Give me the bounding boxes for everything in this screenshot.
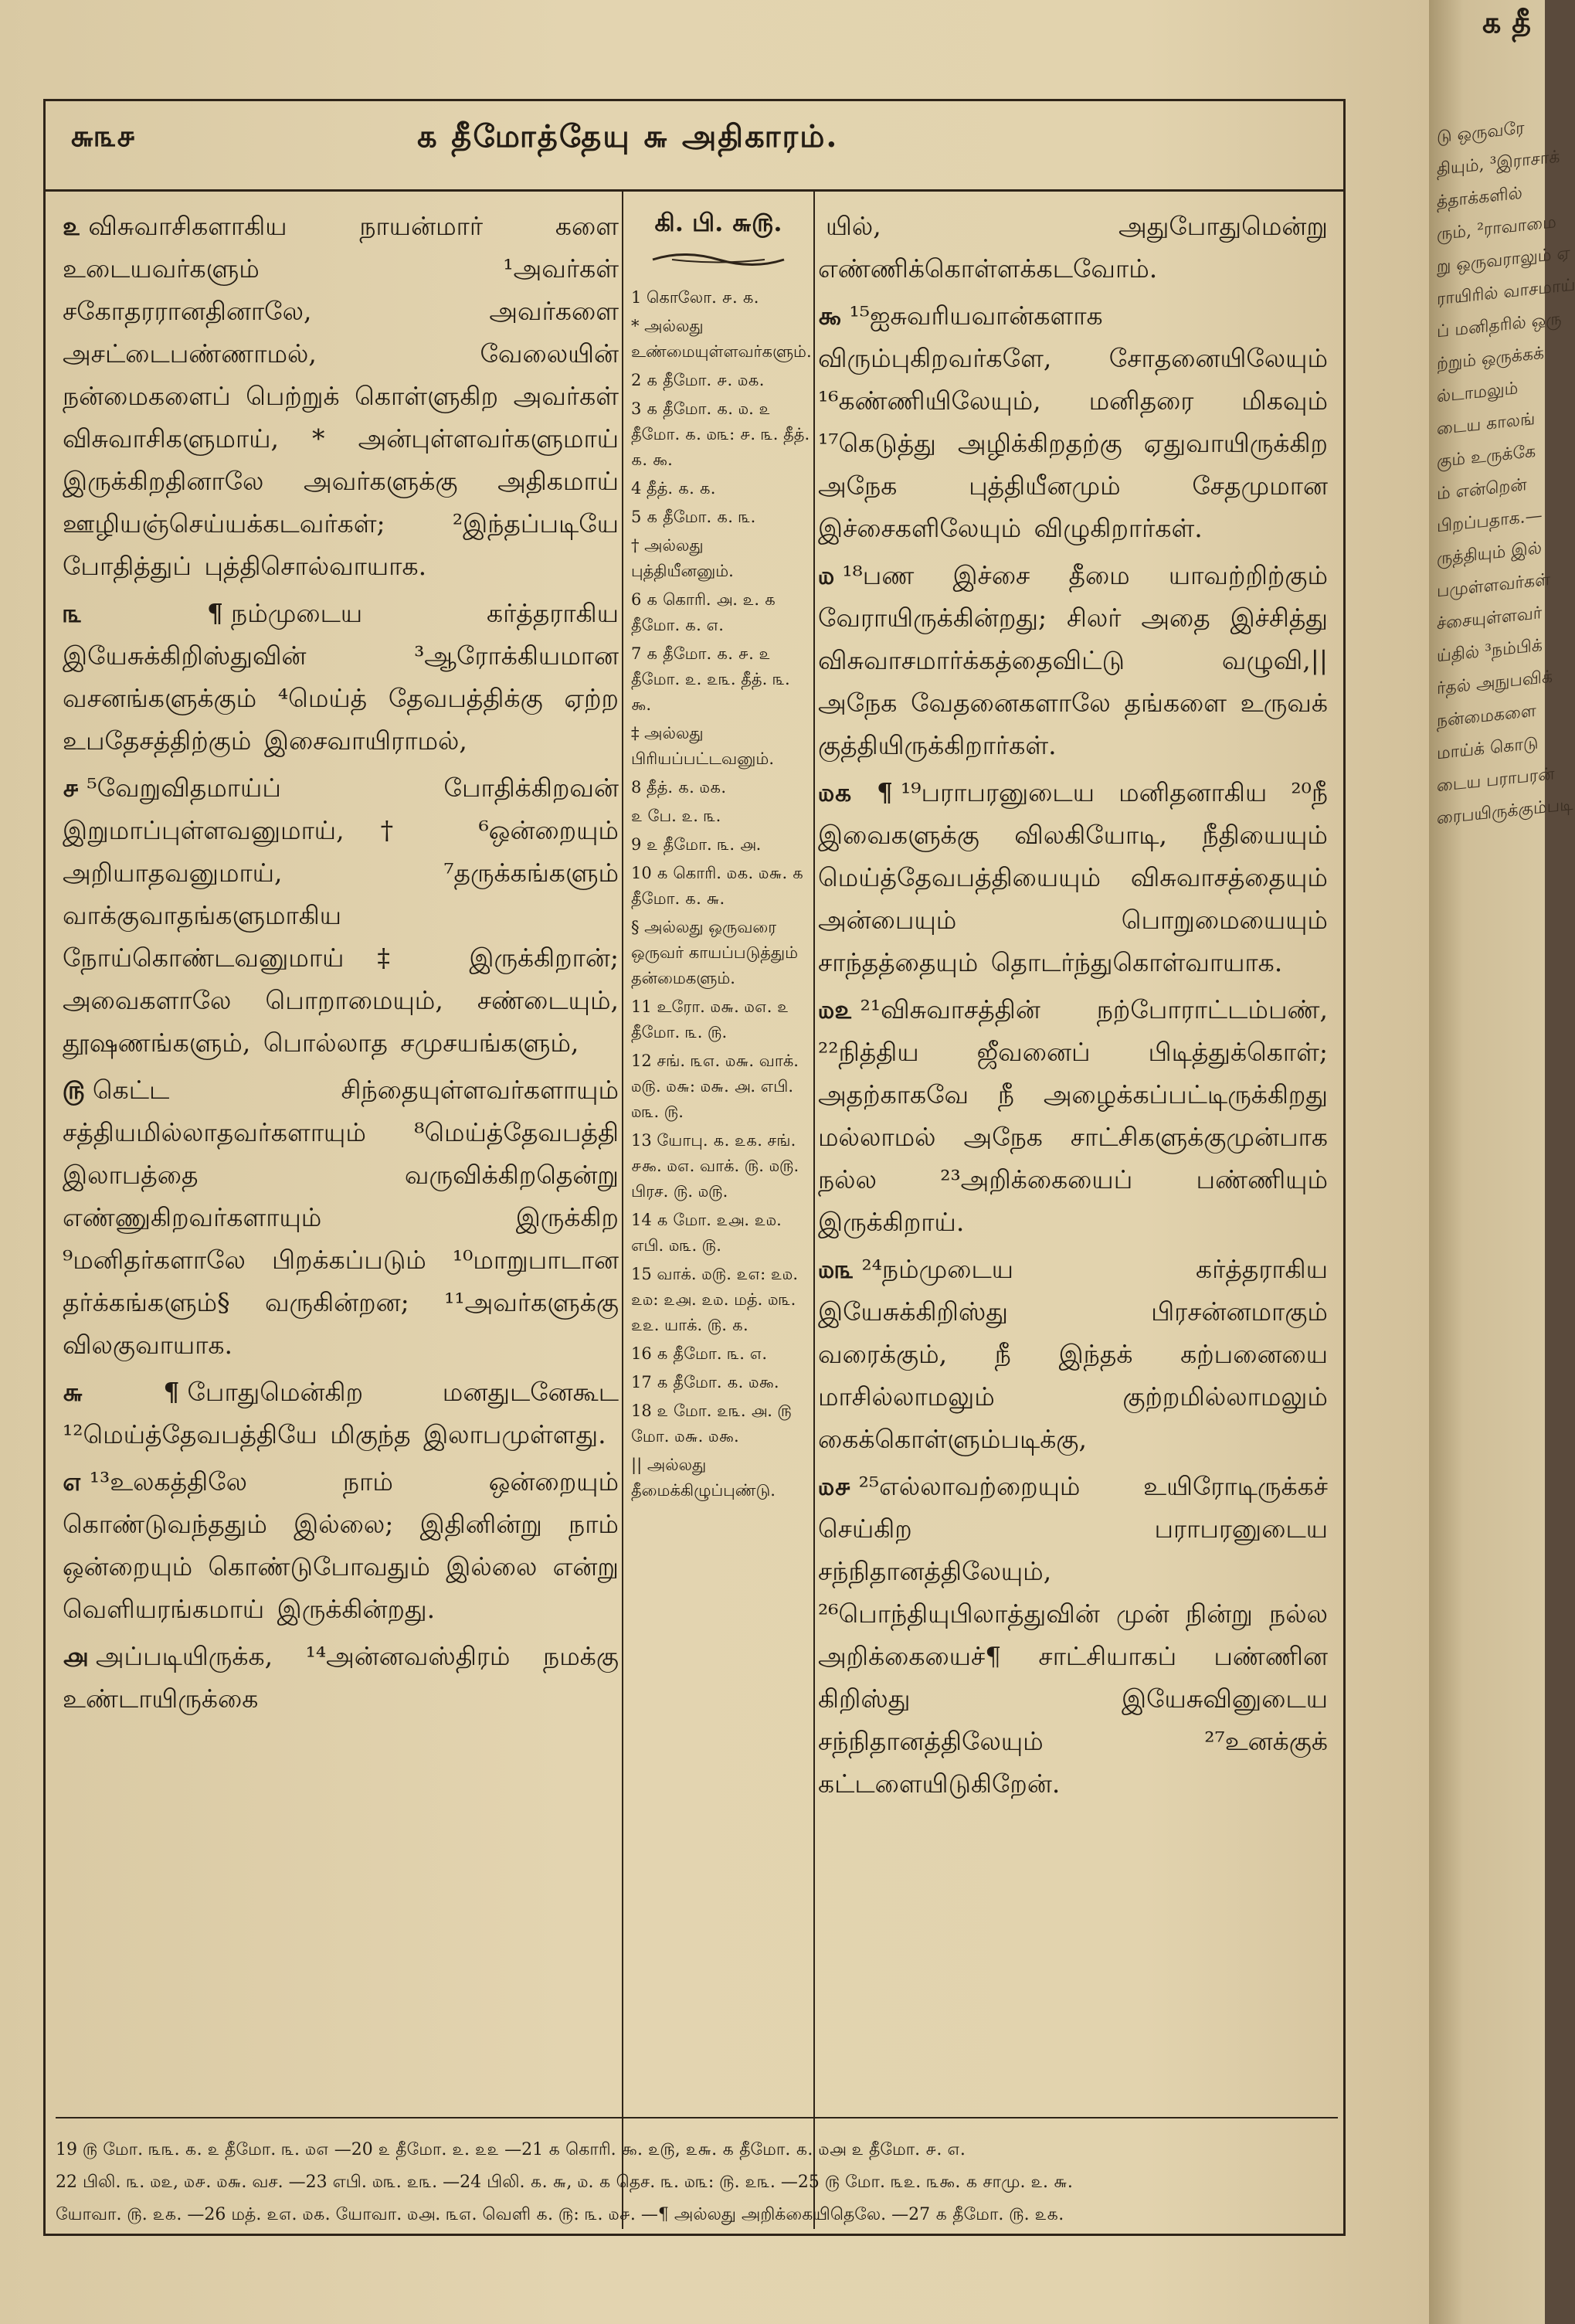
adjacent-page-line: ப் மனிதரில் ஒரு <box>1437 309 1562 342</box>
verse-number: ௰ <box>818 560 835 590</box>
cross-reference: 13 யோபு. ௧. ௨௧. சங். ௪௯. ௰௭. வாக். ௫. ௰௫. பிரச. ௫. ௰௫. <box>631 1131 799 1201</box>
adjacent-page-line: தியும், ³இராசாக் <box>1437 147 1560 180</box>
cross-reference: * அல்லது உண்மையுள்ளவர்களும். <box>631 317 812 361</box>
adjacent-page-line: ரைபயிருக்கும்படி <box>1437 794 1573 829</box>
verse-number: ௯ <box>818 301 842 331</box>
verse-text: ²⁵எல்லாவற்றையும் உயிரோடிருக்கச் செய்கிற பராபரனுடைய சந்நிதானத்திலேயும், ²⁶பொந்தியுபிலாத்துவின் முன் நின்று நல்ல அறிக்கையைச்¶ சாட்சியாகப் பண்ணின கிறிஸ்து இயேசுவினுடைய சந்நிதானத்திலேயும் ²⁷உனக்குக் கட்டளையிடுகிறேன். <box>818 1471 1328 1799</box>
adjacent-page-line: ருத்தியும் இல் <box>1437 539 1542 569</box>
verse <box>818 1465 1328 1805</box>
verse-number: ௰௨ <box>818 994 853 1024</box>
right-text-column <box>818 205 1328 1809</box>
cross-reference: ௨ பே. ௨. ௩. <box>631 807 721 825</box>
adjacent-page-line: ம் என்றென் <box>1437 475 1527 505</box>
cross-reference: 1 கொலோ. ௪. ௧. <box>631 288 759 307</box>
footnote-line: 22 பிலி. ௩. ௰௨, ௰௪. ௰௬. வச. —23 எபி. ௰௩. ௨௩. —24 பிலி. ௧. ௬, ௰. ௧ தெச. ௩. ௰௩: ௫. ௨௩. —25 ௫ மோ. ௩௨. ௩௯. ௧ சாமு. ௨. ௬. <box>56 2173 1073 2192</box>
cross-reference: 5 ௧ தீமோ. ௧. ௩. <box>631 508 756 526</box>
verse-number: ௩ ¶ <box>63 598 224 628</box>
verse-number: ௬ ¶ <box>63 1377 180 1407</box>
adjacent-page-line: கும் உருக்கே <box>1437 441 1536 472</box>
verse <box>818 554 1328 766</box>
adjacent-page-line: ராயிரில் வாசமாய் <box>1437 275 1575 310</box>
verse-number: ௮ <box>63 1641 88 1671</box>
verse-text: அப்படியிருக்க, ¹⁴அன்னவஸ்திரம் நமக்கு உண்டாயிருக்கை <box>63 1641 619 1714</box>
ornament-flourish-icon <box>649 248 788 271</box>
adjacent-page-line: ற்றும் ஒருக்கக் <box>1437 343 1545 375</box>
adjacent-page-line: ல்டாமலும் <box>1437 379 1519 407</box>
adjacent-page-line: ய்தில் ³நம்பிக் <box>1437 635 1543 667</box>
adjacent-page-line: டைய பராபரன் <box>1437 764 1555 797</box>
verse-number: ௫ <box>63 1075 85 1105</box>
verse-text: ²⁴நம்முடைய கர்த்தராகிய இயேசுக்கிறிஸ்து பிரசன்னமாகும் வரைக்கும், நீ இந்தக் கற்பனையை மாசில்லாமலும் குற்றமில்லாமலும் கைக்கொள்ளும்படிக்கு, <box>818 1254 1328 1454</box>
cross-reference: 17 ௧ தீமோ. ௧. ௰௯. <box>631 1373 779 1391</box>
verse <box>818 1248 1328 1460</box>
adjacent-page-line: நன்மைகளை <box>1437 701 1536 732</box>
verse <box>818 988 1328 1243</box>
adjacent-page-line: ர்தல் அநுபவிக் <box>1437 667 1553 699</box>
verse-text: ¹⁹பராபரனுடைய மனிதனாகிய ²⁰நீ இவைகளுக்கு விலகியோடி, நீதியையும் மெய்த்தேவபத்தியையும் விசுவாசத்தையும் அன்பையும் பொறுமையையும் சாந்தத்தையும் தொடர்ந்துகொள்வாயாக. <box>818 777 1328 977</box>
left-text-column <box>63 205 619 1724</box>
verse-number: ௨ <box>63 211 81 241</box>
cross-reference: 6 ௧ கொரி. ௮. ௨. ௧ தீமோ. ௧. ௭. <box>631 590 776 634</box>
cross-reference: 4 தீத். ௧. ௧. <box>631 479 716 498</box>
footnote-line: 19 ௫ மோ. ௩௩. ௧. ௨ தீமோ. ௩. ௰௭ —20 ௨ தீமோ. ௨. ௨௨ —21 ௧ கொரி. ௯. ௨௫, ௨௬. ௧ தீமோ. ௧. ௰௮ ௨ தீமோ. ௪. ௭. <box>56 2140 966 2159</box>
cross-reference: 15 வாக். ௰௫. ௨௭: ௨௰. ௨௰: ௨௮. ௨௰. மத். ௰௩. ௨௨. யாக். ௫. ௧. <box>631 1265 799 1334</box>
adjacent-page-line: பமுள்ளவர்கள் <box>1437 569 1550 602</box>
verse <box>63 592 619 762</box>
cross-reference-column <box>626 205 810 1507</box>
cross-reference: 10 ௧ கொரி. ௰௧. ௰௬. ௧ தீமோ. ௧. ௬. <box>631 864 804 908</box>
page-number: ௬௩௪ <box>70 118 136 153</box>
verse-number: ௭ <box>63 1466 82 1497</box>
verse-text: ¹⁸பண இச்சை தீமை யாவற்றிற்கும் வேராயிருக்கின்றது; சிலர் அதை இச்சித்து விசுவாசமார்க்கத்தைவிட்டு வழுவி,|| அநேக வேதனைகளாலே தங்களை உருவக் குத்தியிருக்கிறார்கள். <box>818 560 1328 760</box>
verse <box>818 771 1328 984</box>
adjacent-page-line: ச்சையுள்ளவர் <box>1437 603 1543 634</box>
verse <box>63 205 619 587</box>
verse-text: நம்முடைய கர்த்தராகிய இயேசுக்கிறிஸ்துவின் ³ஆரோக்கியமான வசனங்களுக்கும் ⁴மெய்த் தேவபத்திக்கு ஏற்ற உபதேசத்திற்கும் இசைவாயிராமல், <box>63 598 619 756</box>
verse <box>818 205 1328 290</box>
cross-reference: 7 ௧ தீமோ. ௧. ௪. ௨ தீமோ. ௨. ௨௩. தீத். ௩. ௯. <box>631 644 790 714</box>
adjacent-page-text <box>1437 110 1575 836</box>
verse-text: ¹³உலகத்திலே நாம் ஒன்றையும் கொண்டுவந்ததும் இல்லை; இதினின்று நாம் ஒன்றையும் கொண்டுபோவதும் இல்லை என்று வெளியரங்கமாய் இருக்கின்றது. <box>63 1466 619 1624</box>
adjacent-page-line: டைய காலங் <box>1437 409 1536 440</box>
page-title: ௧ தீமோத்தேயு ௬ அதிகாரம். <box>416 118 839 155</box>
cross-reference: 8 தீத். ௧. ௰௧. <box>631 778 727 797</box>
verse-number: ௰௧ ¶ <box>818 777 894 807</box>
verse <box>818 294 1328 549</box>
adjacent-page-line: பிறப்பதாக.— <box>1437 505 1543 537</box>
cross-reference: § அல்லது ஒருவரை ஒருவர் காயப்படுத்தும் தன்மைகளும். <box>631 918 798 987</box>
verse-number: ௰௪ <box>818 1471 851 1501</box>
verse-number: ௪ <box>63 773 80 803</box>
verse <box>63 1371 619 1456</box>
verse-text: போதுமென்கிற மனதுடனேகூட ¹²மெய்த்தேவபத்தியே மிகுந்த இலாபமுள்ளது. <box>63 1377 619 1449</box>
cross-reference: † அல்லது புத்தியீனனும். <box>631 536 734 580</box>
footnotes <box>56 2117 1338 2231</box>
verse <box>63 1635 619 1720</box>
cross-reference: 2 ௧ தீமோ. ௪. ௰௧. <box>631 371 765 389</box>
cross-reference: 9 ௨ தீமோ. ௩. ௮. <box>631 835 762 854</box>
adjacent-page-edge <box>1429 0 1575 2324</box>
running-header <box>46 101 1343 192</box>
column-rule-left <box>622 189 623 2229</box>
footnote-line: யோவா. ௫. ௨௧. —26 மத். ௨௭. ௰௧. யோவா. ௰௮. ௩௭. வெளி ௧. ௫: ௩. ௰௪. —¶ அல்லது அறிக்கையிதெலே. —27 ௧ தீமோ. ௫. ௨௧. <box>56 2205 1064 2224</box>
verse-text: ¹⁵ஐசுவரியவான்களாக விரும்புகிறவர்களே, சோதனையிலேயும் ¹⁶கண்ணியிலேயும், மனிதரை மிகவும் ¹⁷கெடுத்து அழிக்கிறதற்கு ஏதுவாயிருக்கிற அநேக புத்தியீனமும் சேதமுமான இச்சைகளிலேயும் விழுகிறார்கள். <box>818 301 1328 543</box>
cross-reference: 12 சங். ௩௭. ௰௬. வாக். ௰௫. ௰௬: ௰௬. ௮. எபி. ௰௩. ௫. <box>631 1052 799 1121</box>
cross-reference: ‡ அல்லது பிரியப்பட்டவனும். <box>631 724 774 768</box>
verse-text: ⁵வேறுவிதமாய்ப் போதிக்கிறவன் இறுமாப்புள்ளவனுமாய்,† ⁶ஒன்றையும் அறியாதவனுமாய், ⁷தருக்கங்களும் வாக்குவாதங்களுமாகிய நோய்கொண்டவனுமாய்‡ இருக்கிறான்; அவைகளாலே பொறாமையும், சண்டையும், தூஷணங்களும், பொல்லாத சமுசயங்களும், <box>63 773 619 1058</box>
verse <box>63 766 619 1064</box>
adjacent-page-header: ௧ தீ <box>1482 5 1531 39</box>
cross-reference: 18 ௨ மோ. ௨௩. ௮. ௫ மோ. ௰௬. ௰௯. <box>631 1402 792 1446</box>
text-frame <box>43 99 1346 2236</box>
column-rule-right <box>813 189 815 2229</box>
adjacent-page-line: மாய்க் கொடு <box>1437 733 1539 764</box>
verse <box>63 1069 619 1366</box>
adjacent-page-line: ரும், ²ராவாமை <box>1437 212 1556 245</box>
adjacent-page-line: று ஒருவராலும் ஏ <box>1437 243 1570 277</box>
cross-reference: 14 ௧ மோ. ௨௮. ௨௰. எபி. ௰௩. ௫. <box>631 1211 782 1255</box>
reference-list <box>626 285 810 1503</box>
verse-text: ²¹விசுவாசத்தின் நற்போராட்டம்பண், ²²நித்திய ஜீவனைப் பிடித்துக்கொள்; அதற்காகவே நீ அழைக்கப்பட்டிருக்கிறது மல்லாமல் அநேக சாட்சிகளுக்குமுன்பாக நல்ல ²³அறிக்கையைப் பண்ணியும் இருக்கிறாய். <box>818 994 1328 1237</box>
verse-text: கெட்ட சிந்தையுள்ளவர்களாயும் சத்தியமில்லாதவர்களாயும் ⁸மெய்த்தேவபத்தி இலாபத்தை வருவிக்கிறதென்று எண்ணுகிறவர்களாயும் இருக்கிற ⁹மனிதர்களாலே பிறக்கப்படும் ¹⁰மாறுபாடான தர்க்கங்களும்§ வருகின்றன; ¹¹அவர்களுக்கு விலகுவாயாக. <box>63 1075 619 1360</box>
verse-number: ௰௩ <box>818 1254 854 1284</box>
cross-reference: 3 ௧ தீமோ. ௧. ௰. ௨ தீமோ. ௧. ௰௩: ௪. ௩. தீத். ௧. ௯. <box>631 399 810 469</box>
verse <box>63 1460 619 1630</box>
verse-text: யில், அதுபோதுமென்று எண்ணிக்கொள்ளக்கடவோம். <box>818 211 1328 284</box>
cross-reference: || அல்லது தீமைக்கிழுப்புண்டு. <box>631 1456 776 1500</box>
cross-reference: 11 உரோ. ௰௬. ௰௭. ௨ தீமோ. ௩. ௫. <box>631 997 789 1041</box>
date-heading: கி. பி. ௬௫. <box>654 208 782 237</box>
adjacent-page-line: டு ஒருவரே <box>1437 118 1525 148</box>
adjacent-page-line: த்தாக்களில் <box>1437 183 1522 212</box>
cross-reference: 16 ௧ தீமோ. ௩. ௭. <box>631 1344 768 1363</box>
verse-text: விசுவாசிகளாகிய நாயன்மார் களை உடையவர்களும் ¹அவர்கள் சகோதரரானதினாலே, அவர்களை அசட்டைபண்ணாமல், வேலையின் நன்மைகளைப் பெற்றுக் கொள்ளுகிற அவர்கள் விசுவாசிகளுமாய், * அன்புள்ளவர்களுமாய் இருக்கிறதினாலே அவர்களுக்கு அதிகமாய் ஊழியஞ்செய்யக்கடவர்கள்; ²இந்தப்படியே போதித்துப் புத்திசொல்வாயாக. <box>63 211 619 581</box>
